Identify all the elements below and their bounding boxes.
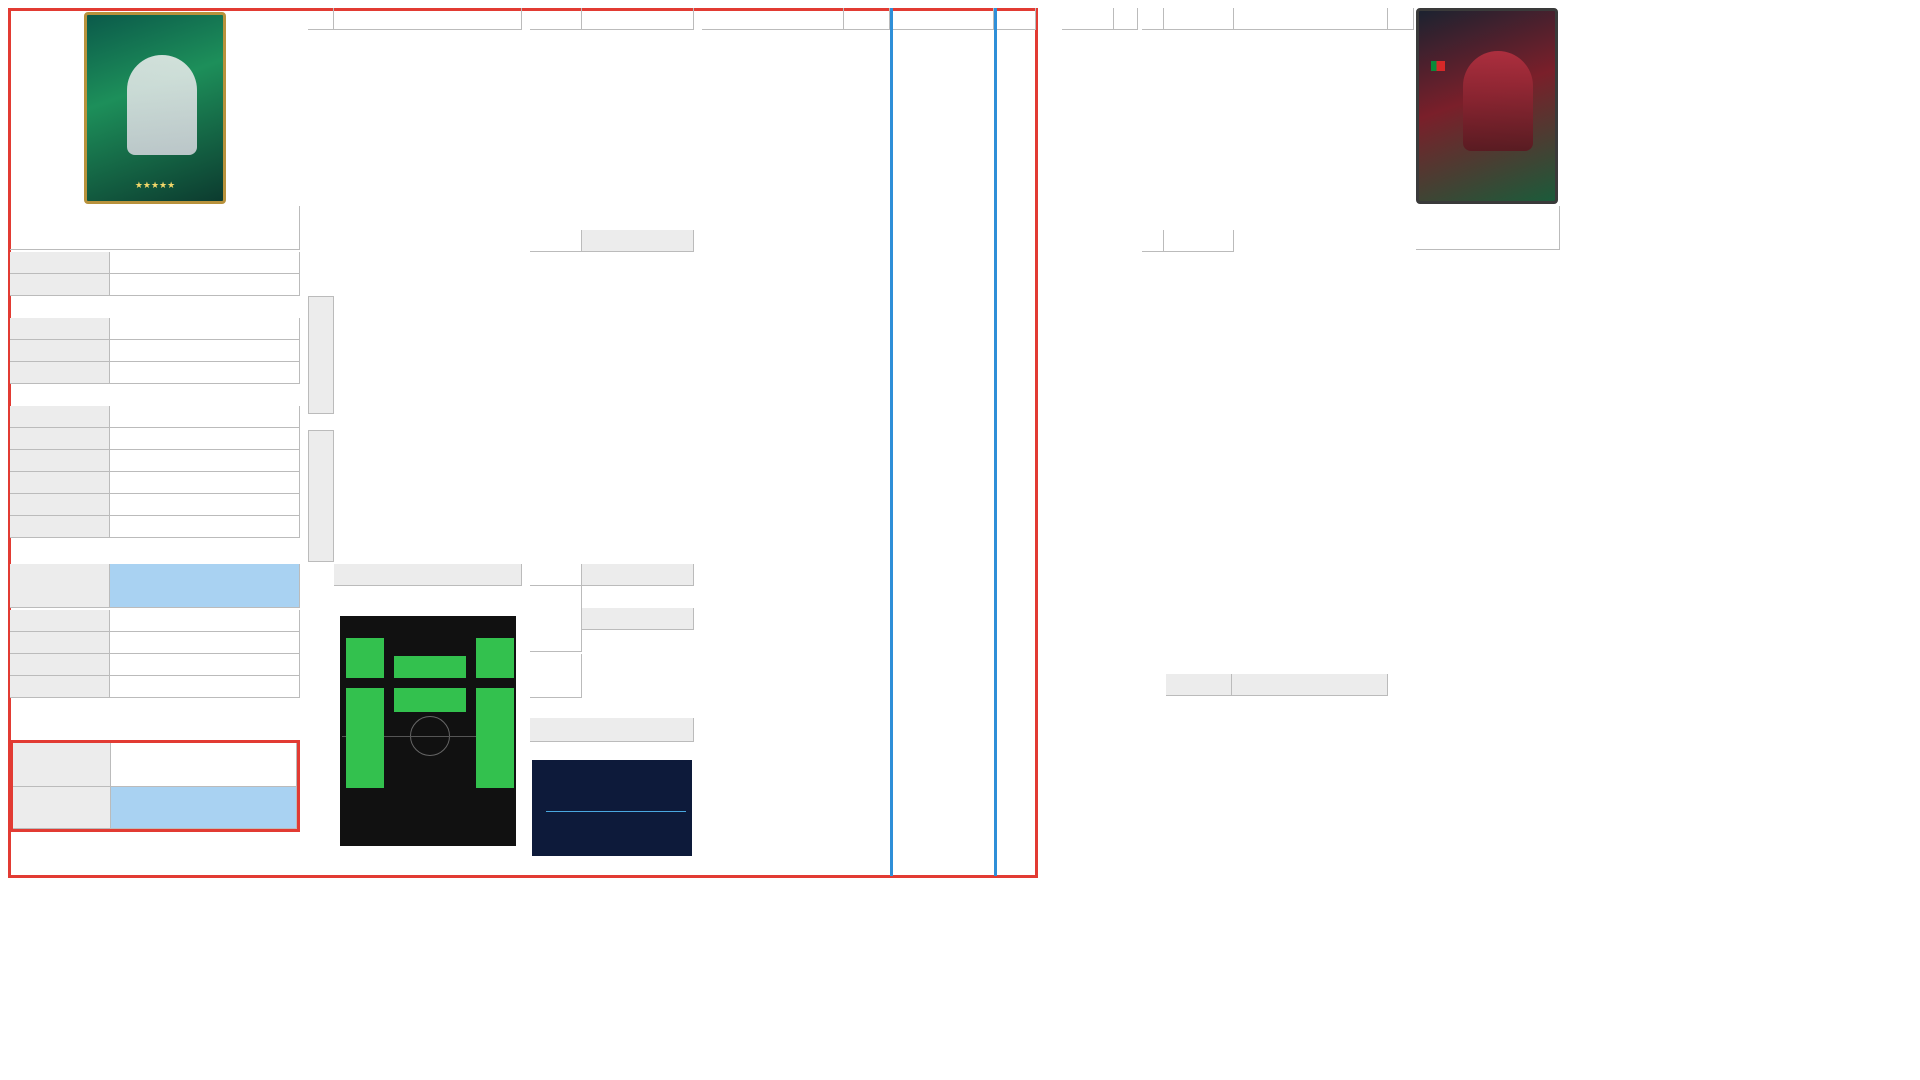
weak-acc-value [110,632,300,654]
zone-cmf [394,724,466,748]
height-value [110,450,300,472]
pos-cand-label [530,654,582,698]
cmp-fome-header [1062,8,1114,30]
label-injury [10,676,110,698]
version-value [110,252,300,274]
leg-base-value [110,472,300,494]
card-image-right [1416,8,1558,204]
label-leg-length [10,494,110,516]
cmp-booster-header [1164,8,1234,30]
position-value [110,406,300,428]
zone-rwf [476,638,514,678]
training-header [582,230,694,252]
injury-value [110,676,300,698]
compare-booster [1142,8,1234,488]
value-header [890,8,994,30]
training-table [530,230,694,480]
rating-h2 [1232,674,1388,696]
stats-table [702,8,1036,876]
boost-header [844,8,890,30]
cmp-del-header [1388,8,1414,30]
label-weight [10,516,110,538]
linkup-label [308,430,334,562]
zone-cf [394,624,466,646]
skills-add-header [308,8,334,30]
diff-header [994,8,1036,30]
formation-box [334,564,522,864]
label-playstyle [10,564,110,608]
player-figure-right [1463,51,1533,151]
label-age [10,318,110,340]
value-col-border [890,8,893,876]
stars-icon: ★★★★★ [134,181,176,191]
label-leg-base [10,472,110,494]
player-figure [127,55,197,155]
label-rarity [10,274,110,296]
skills-table [308,8,522,408]
category-box [10,740,300,832]
age-value [110,318,300,340]
weight-value [110,516,300,538]
zone-ss [394,656,466,678]
coach-header [702,8,844,30]
rating-table [1166,674,1388,854]
cmp-player-name [1416,206,1560,250]
player-card-right [1416,8,1558,204]
foot-value [110,428,300,450]
linkup-box [308,430,522,562]
live-panel [532,760,692,856]
live-title [530,718,694,742]
zone-lwf [346,638,384,678]
label-club [10,340,110,362]
live-line [546,811,686,812]
label-nation [10,362,110,384]
label-weak-acc [10,632,110,654]
diff-col-border [994,8,997,876]
card-image [84,12,226,204]
rarity-value [110,274,300,296]
label-height [10,450,110,472]
booster-table [530,8,694,198]
flag-icon [1431,61,1445,71]
pos-add-label [582,564,694,586]
position-box [530,564,694,698]
profile-table [10,206,300,536]
formation-title [334,564,522,586]
zone-amf [394,688,466,712]
label-version [10,252,110,274]
wis-value [111,743,297,787]
weak-freq-value [110,610,300,632]
overall-value [111,787,297,829]
label-form [10,654,110,676]
live-update [530,718,694,858]
booster-header [582,8,694,30]
cmp-boost-header [1114,8,1138,30]
cmp-training-header [1164,230,1234,252]
club-value [110,340,300,362]
label-weak-freq [10,610,110,632]
player-card-left [84,12,226,204]
pos-reduce-label [582,608,694,630]
zone-rmf [476,688,514,788]
player-name [10,206,300,250]
label-wis [13,743,111,787]
zone-lmf [346,688,384,788]
rating-h1 [1166,674,1232,696]
pos-label [530,586,582,652]
compare-legend [1234,340,1388,474]
label-foot [10,428,110,450]
formation-pitch [340,616,516,846]
nation-value [110,362,300,384]
playstyle-value [110,564,300,608]
compare-skills [1234,8,1414,278]
candidate-label [308,296,334,414]
cmp-skill-header [1234,8,1388,30]
compare-scale [1234,496,1388,652]
style-table [10,564,300,699]
form-value [110,654,300,676]
label-position [10,406,110,428]
compare-profile [1388,206,1560,706]
compare-fome-col [1062,8,1138,876]
skills-header [334,8,522,30]
leg-length-value [110,494,300,516]
label-overall [13,787,111,829]
